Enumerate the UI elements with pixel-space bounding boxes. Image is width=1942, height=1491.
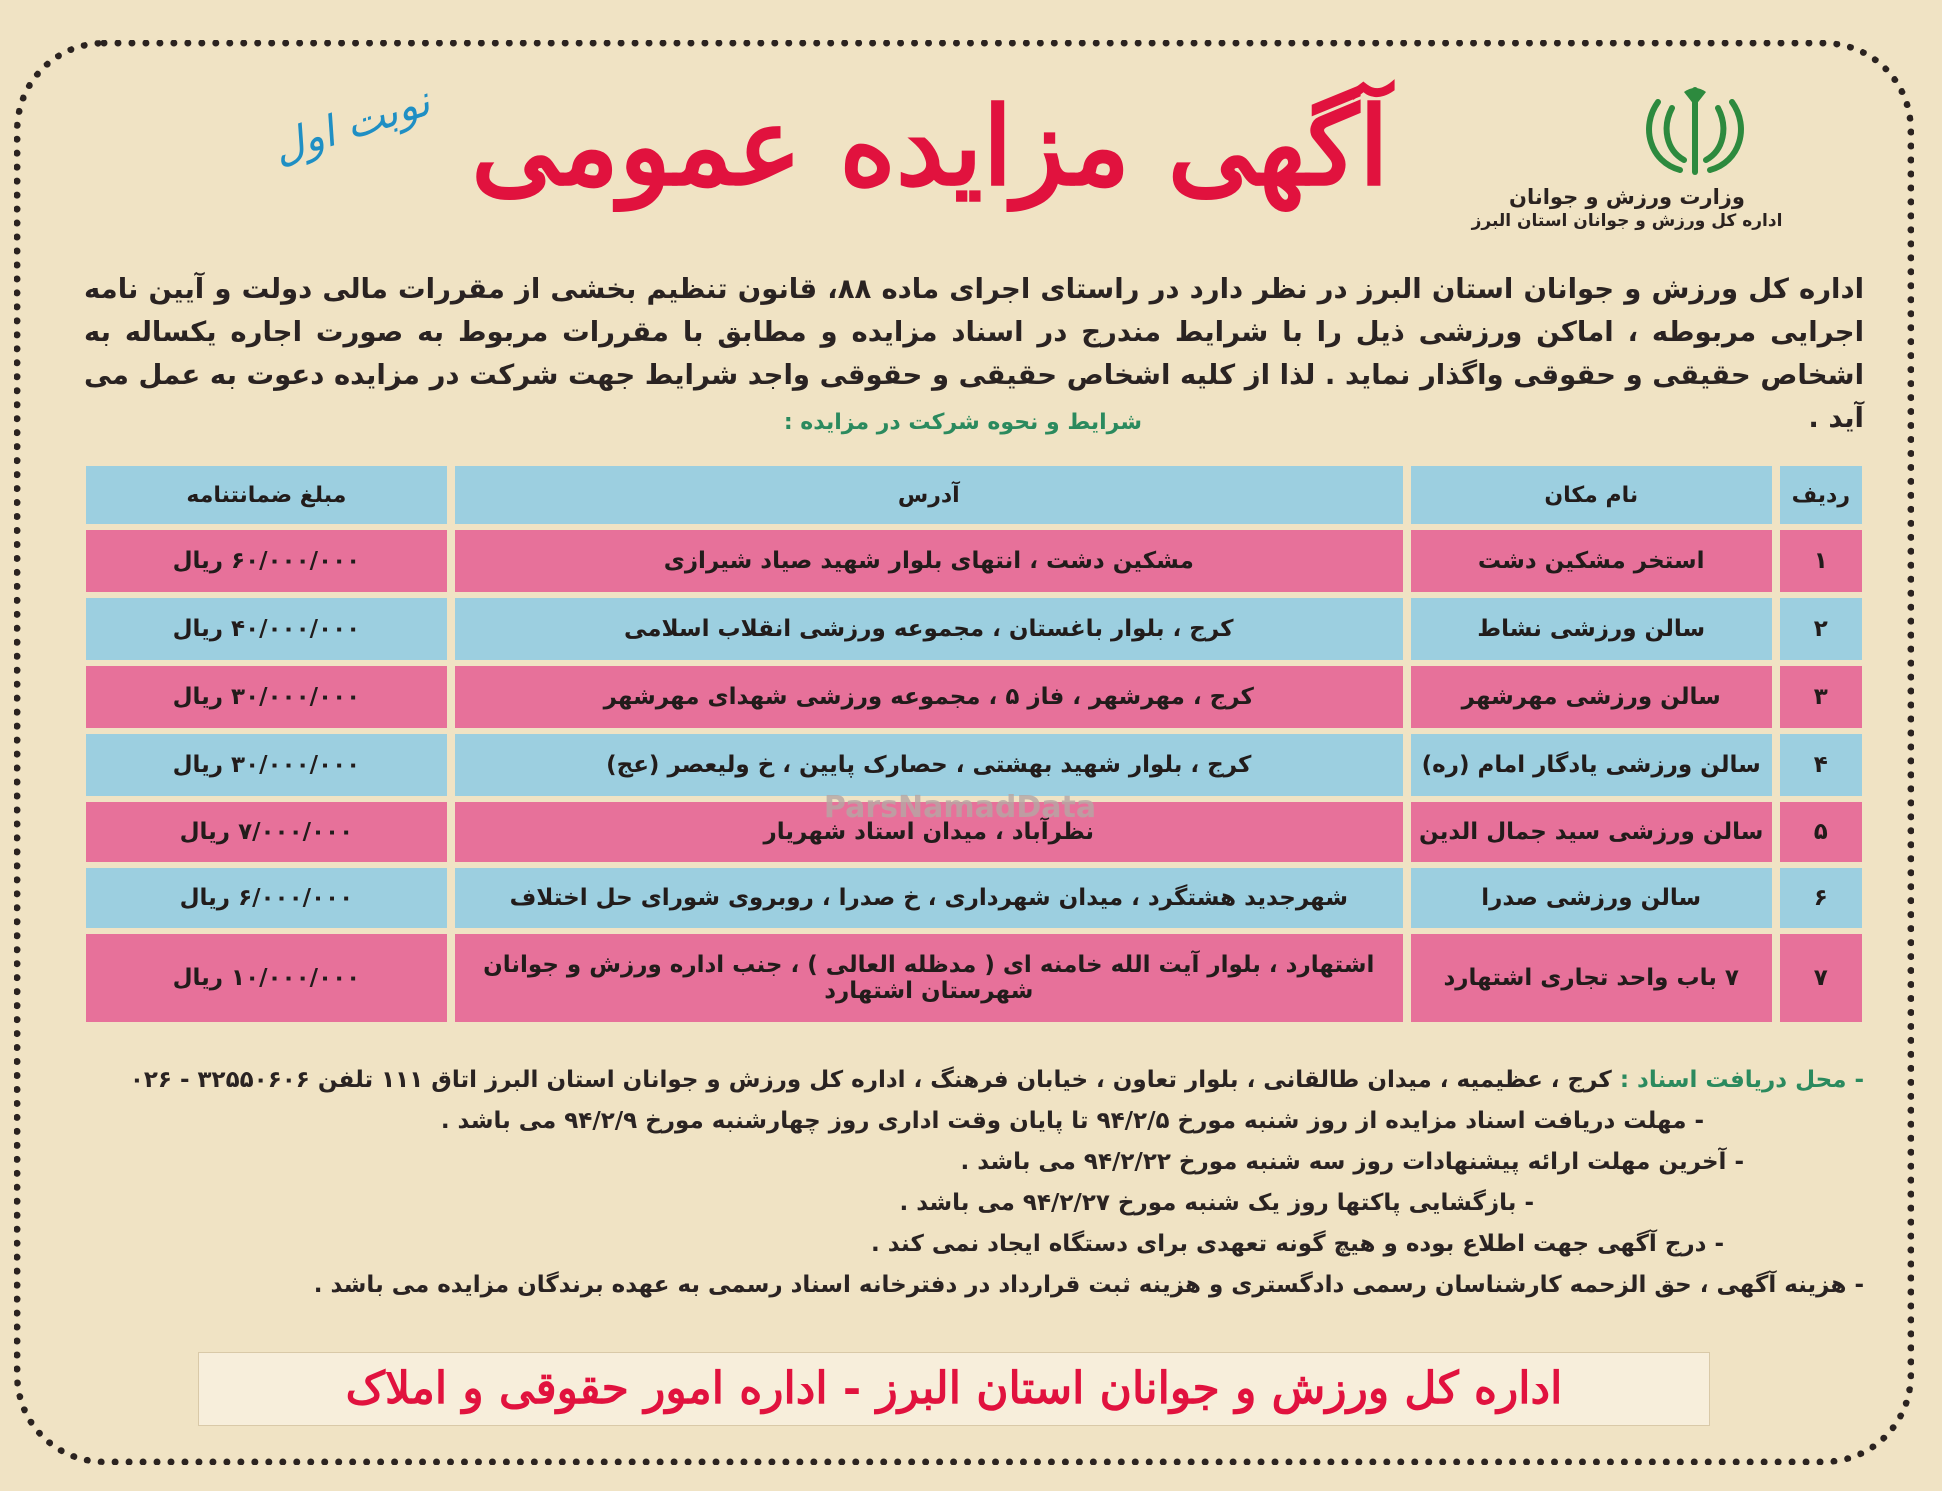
header-amount: مبلغ ضمانتنامه — [86, 466, 447, 524]
note-costs: - هزینه آگهی ، حق الزحمه کارشناسان رسمی دادگستری و هزینه ثبت قرارداد در دفترخانه اسناد رسمی به عهده برندگان مزایده می باشد . — [313, 1272, 1864, 1298]
row-place: سالن ورزشی سید جمال الدین — [1411, 802, 1772, 862]
row-address: نظرآباد ، میدان استاد شهریار — [455, 802, 1403, 862]
row-place: استخر مشکین دشت — [1411, 530, 1772, 592]
row-place: سالن ورزشی یادگار امام (ره) — [1411, 734, 1772, 796]
row-address: کرج ، بلوار شهید بهشتی ، حصارک پایین ، خ ولیعصر (عج) — [455, 734, 1403, 796]
edition-stamp: نوبت اول — [266, 76, 436, 173]
row-no: ۷ — [1780, 934, 1862, 1022]
row-address: شهرجدید هشتگرد ، میدان شهرداری ، خ صدرا ، روبروی شورای حل اختلاف — [455, 868, 1403, 928]
header-address: آدرس — [455, 466, 1403, 524]
table-row — [86, 666, 1862, 728]
row-place: سالن ورزشی صدرا — [1411, 868, 1772, 928]
note-disclaimer: - درج آگهی جهت اطلاع بوده و هیچ گونه تعهدی برای دستگاه ایجاد نمی کند . — [871, 1231, 1724, 1257]
row-no: ۶ — [1780, 868, 1862, 928]
venues-table — [78, 460, 1870, 1028]
note-documents-location — [84, 1060, 1864, 1101]
table-row — [86, 868, 1862, 928]
note-lead-label: - محل دریافت اسناد : — [1619, 1067, 1864, 1093]
row-no: ۱ — [1780, 530, 1862, 592]
footer-banner — [198, 1352, 1710, 1426]
table-row — [86, 734, 1862, 796]
table-header-row — [86, 466, 1862, 524]
row-amount: ۶/۰۰۰/۰۰۰ ریال — [86, 868, 447, 928]
row-address: مشکین دشت ، انتهای بلوار شهید صیاد شیرازی — [455, 530, 1403, 592]
row-no: ۳ — [1780, 666, 1862, 728]
notice-title: آگهی مزایده عمومی — [471, 84, 1389, 210]
row-place: ۷ باب واحد تجاری اشتهارد — [1411, 934, 1772, 1022]
row-place: سالن ورزشی نشاط — [1411, 598, 1772, 660]
intro-paragraph: اداره کل ورزش و جوانان استان البرز در نظر دارد در راستای اجرای ماده ۸۸، قانون تنظیم بخشی از مقررات مالی دولت و آیین نامه اجرایی مربوطه ، اماکن ورزشی ذیل را با شرایط مندرج در اسناد مزایده و مطابق با مقررات مربوط به صورت اجاره یکساله به اشخاص حقیقی و حقوقی واگذار نماید . لذا از کلیه اشخاص حقیقی و حقوقی واجد شرایط جهت شرکت در مزایده دعوت به عمل می آید . — [84, 273, 1864, 434]
row-place: سالن ورزشی مهرشهر — [1411, 666, 1772, 728]
note-proposal-deadline: - آخرین مهلت ارائه پیشنهادات روز سه شنبه مورخ ۹۴/۲/۲۲ می باشد . — [960, 1149, 1744, 1175]
row-no: ۴ — [1780, 734, 1862, 796]
ministry-line2: اداره کل ورزش و جوانان استان البرز — [1471, 211, 1783, 231]
table-row — [86, 598, 1862, 660]
row-amount: ۶۰/۰۰۰/۰۰۰ ریال — [86, 530, 447, 592]
note-opening-date: - بازگشایی پاکتها روز یک شنبه مورخ ۹۴/۲/۲۷ می باشد . — [899, 1190, 1534, 1216]
iran-emblem-icon — [1640, 82, 1750, 182]
row-no: ۵ — [1780, 802, 1862, 862]
table-row — [86, 530, 1862, 592]
row-amount: ۷/۰۰۰/۰۰۰ ریال — [86, 802, 447, 862]
note-documents-address: کرج ، عظیمیه ، میدان طالقانی ، بلوار تعاون ، خیابان فرهنگ ، اداره کل ورزش و جوانان استان البرز اتاق ۱۱۱ تلفن ۳۲۵۵۰۶۰۶ - ۰۲۶ — [129, 1067, 1620, 1093]
row-address: کرج ، بلوار باغستان ، مجموعه ورزشی انقلاب اسلامی — [455, 598, 1403, 660]
header-place: نام مکان — [1411, 466, 1772, 524]
row-amount: ۳۰/۰۰۰/۰۰۰ ریال — [86, 666, 447, 728]
note-documents-deadline: - مهلت دریافت اسناد مزایده از روز شنبه مورخ ۹۴/۲/۵ تا پایان وقت اداری روز چهارشنبه مورخ ۹۴/۲/۹ می باشد . — [440, 1108, 1704, 1134]
row-no: ۲ — [1780, 598, 1862, 660]
ministry-name — [1462, 184, 1792, 232]
row-amount: ۴۰/۰۰۰/۰۰۰ ریال — [86, 598, 447, 660]
ministry-line1: وزارت ورزش و جوانان — [1509, 185, 1745, 209]
row-address: کرج ، مهرشهر ، فاز ۵ ، مجموعه ورزشی شهدای مهرشهر — [455, 666, 1403, 728]
row-amount: ۳۰/۰۰۰/۰۰۰ ریال — [86, 734, 447, 796]
row-amount: ۱۰/۰۰۰/۰۰۰ ریال — [86, 934, 447, 1022]
row-address: اشتهارد ، بلوار آیت الله خامنه ای ( مدظله العالی ) ، جنب اداره ورزش و جوانان شهرستان اشتهارد — [455, 934, 1403, 1022]
table-row — [86, 934, 1862, 1022]
footer-text: اداره کل ورزش و جوانان استان البرز - اداره امور حقوقی و املاک — [345, 1363, 1563, 1414]
header-row-no: ردیف — [1780, 466, 1862, 524]
conditions-heading: شرایط و نحوه شرکت در مزایده : — [783, 410, 1142, 435]
watermark: ParsNamadData — [823, 790, 1097, 825]
notes-section — [84, 1060, 1864, 1306]
